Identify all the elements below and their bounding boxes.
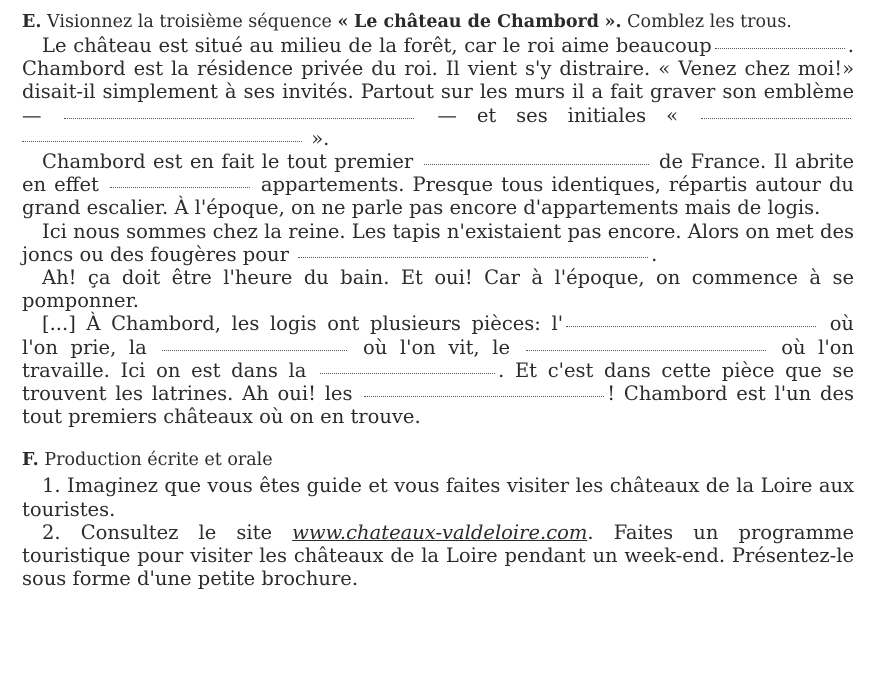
- task-2-text-b: . Faites un programme touristique pour visiter les châteaux de la Loire pendant un week-end. Présentez-le sous forme d'une petite brochure.: [22, 520, 854, 591]
- p5-text-b: où l'on prie, la: [22, 312, 854, 359]
- paragraph-3: [22, 220, 854, 266]
- p3-text-a: Ici nous sommes chez la reine. Les tapis n'existaient pas encore. Alors on met des joncs ou des fougères pour: [22, 219, 854, 266]
- p3-text-b: .: [651, 242, 658, 266]
- task-1-text: 1. Imaginez que vous êtes guide et vous faites visiter les châteaux de la Loire aux touristes.: [22, 474, 854, 521]
- blank-7[interactable]: [566, 325, 816, 327]
- blank-9[interactable]: [526, 349, 766, 351]
- sequence-title: Le château de Chambord: [354, 12, 599, 32]
- p5-text-a: [...] À Chambord, les logis ont plusieurs pièces: l': [42, 312, 564, 336]
- paragraph-1: [22, 34, 854, 150]
- section-f-letter: F.: [22, 450, 39, 471]
- section-e-heading: [22, 10, 854, 34]
- website-link[interactable]: www.chateaux-valdeloire.com: [292, 520, 588, 544]
- section-f-title: Production écrite et orale: [44, 450, 273, 471]
- blank-10[interactable]: [320, 372, 495, 374]
- p5-text-f: ! Chambord est l'un des tout premiers châteaux où on en trouve.: [22, 382, 855, 429]
- section-e-text: [22, 34, 854, 428]
- p2-text-b: de France. Il abrite en effet: [22, 150, 854, 197]
- p1-text-d: ».: [311, 126, 330, 150]
- blank-3b[interactable]: [22, 140, 302, 142]
- task-2-text-a: 2. Consultez le site: [42, 520, 273, 544]
- blank-1[interactable]: [715, 47, 845, 49]
- task-1: [22, 474, 854, 520]
- blank-2[interactable]: [64, 117, 414, 119]
- section-e-instruction: Visionnez la troisième séquence: [47, 12, 332, 32]
- blank-3[interactable]: [701, 117, 851, 119]
- quote-close: ».: [604, 12, 622, 32]
- p1-text-a: Le château est situé au milieu de la forêt, car le roi aime beaucoup: [42, 34, 712, 57]
- blank-6[interactable]: [298, 256, 648, 258]
- section-spacer: [22, 428, 854, 448]
- quote-open: «: [337, 12, 349, 32]
- blank-8[interactable]: [162, 349, 347, 351]
- section-f-heading: [22, 448, 854, 472]
- p2-text-c: appartements. Presque tous identiques, répartis autour du grand escalier. À l'époque, on ne parle pas encore d'appartements mais de logis.: [22, 173, 854, 220]
- p5-text-e: . Et c'est dans cette pièce que se trouvent les latrines. Ah oui! les: [22, 358, 854, 406]
- p5-text-c: où l'on vit, le: [362, 335, 511, 359]
- p1-text-c: — et ses initiales «: [437, 103, 679, 127]
- section-e-letter: E.: [22, 12, 42, 32]
- p2-text-a: Chambord est en fait le tout premier: [42, 150, 414, 174]
- section-f-text: [22, 474, 854, 590]
- paragraph-4: [22, 266, 854, 312]
- blank-5[interactable]: [110, 186, 250, 188]
- blank-11[interactable]: [364, 395, 604, 397]
- paragraph-2: [22, 150, 854, 220]
- section-e-instruction-2: Comblez les trous.: [627, 12, 792, 32]
- p5-text-d: où l'on travaille. Ici on est dans la: [22, 335, 855, 382]
- p4-text: Ah! ça doit être l'heure du bain. Et oui! Car à l'époque, on commence à se pomponner.: [22, 266, 854, 313]
- paragraph-5: [22, 312, 854, 428]
- p1-text-b: . Chambord est la résidence privée du roi. Il vient s'y distraire. « Venez chez moi!» disait-il simplement à ses invités. Partout sur les murs il a fait graver son emblème —: [22, 34, 854, 127]
- exercise-page: [22, 10, 854, 590]
- task-2: [22, 521, 854, 591]
- blank-4[interactable]: [424, 163, 649, 165]
